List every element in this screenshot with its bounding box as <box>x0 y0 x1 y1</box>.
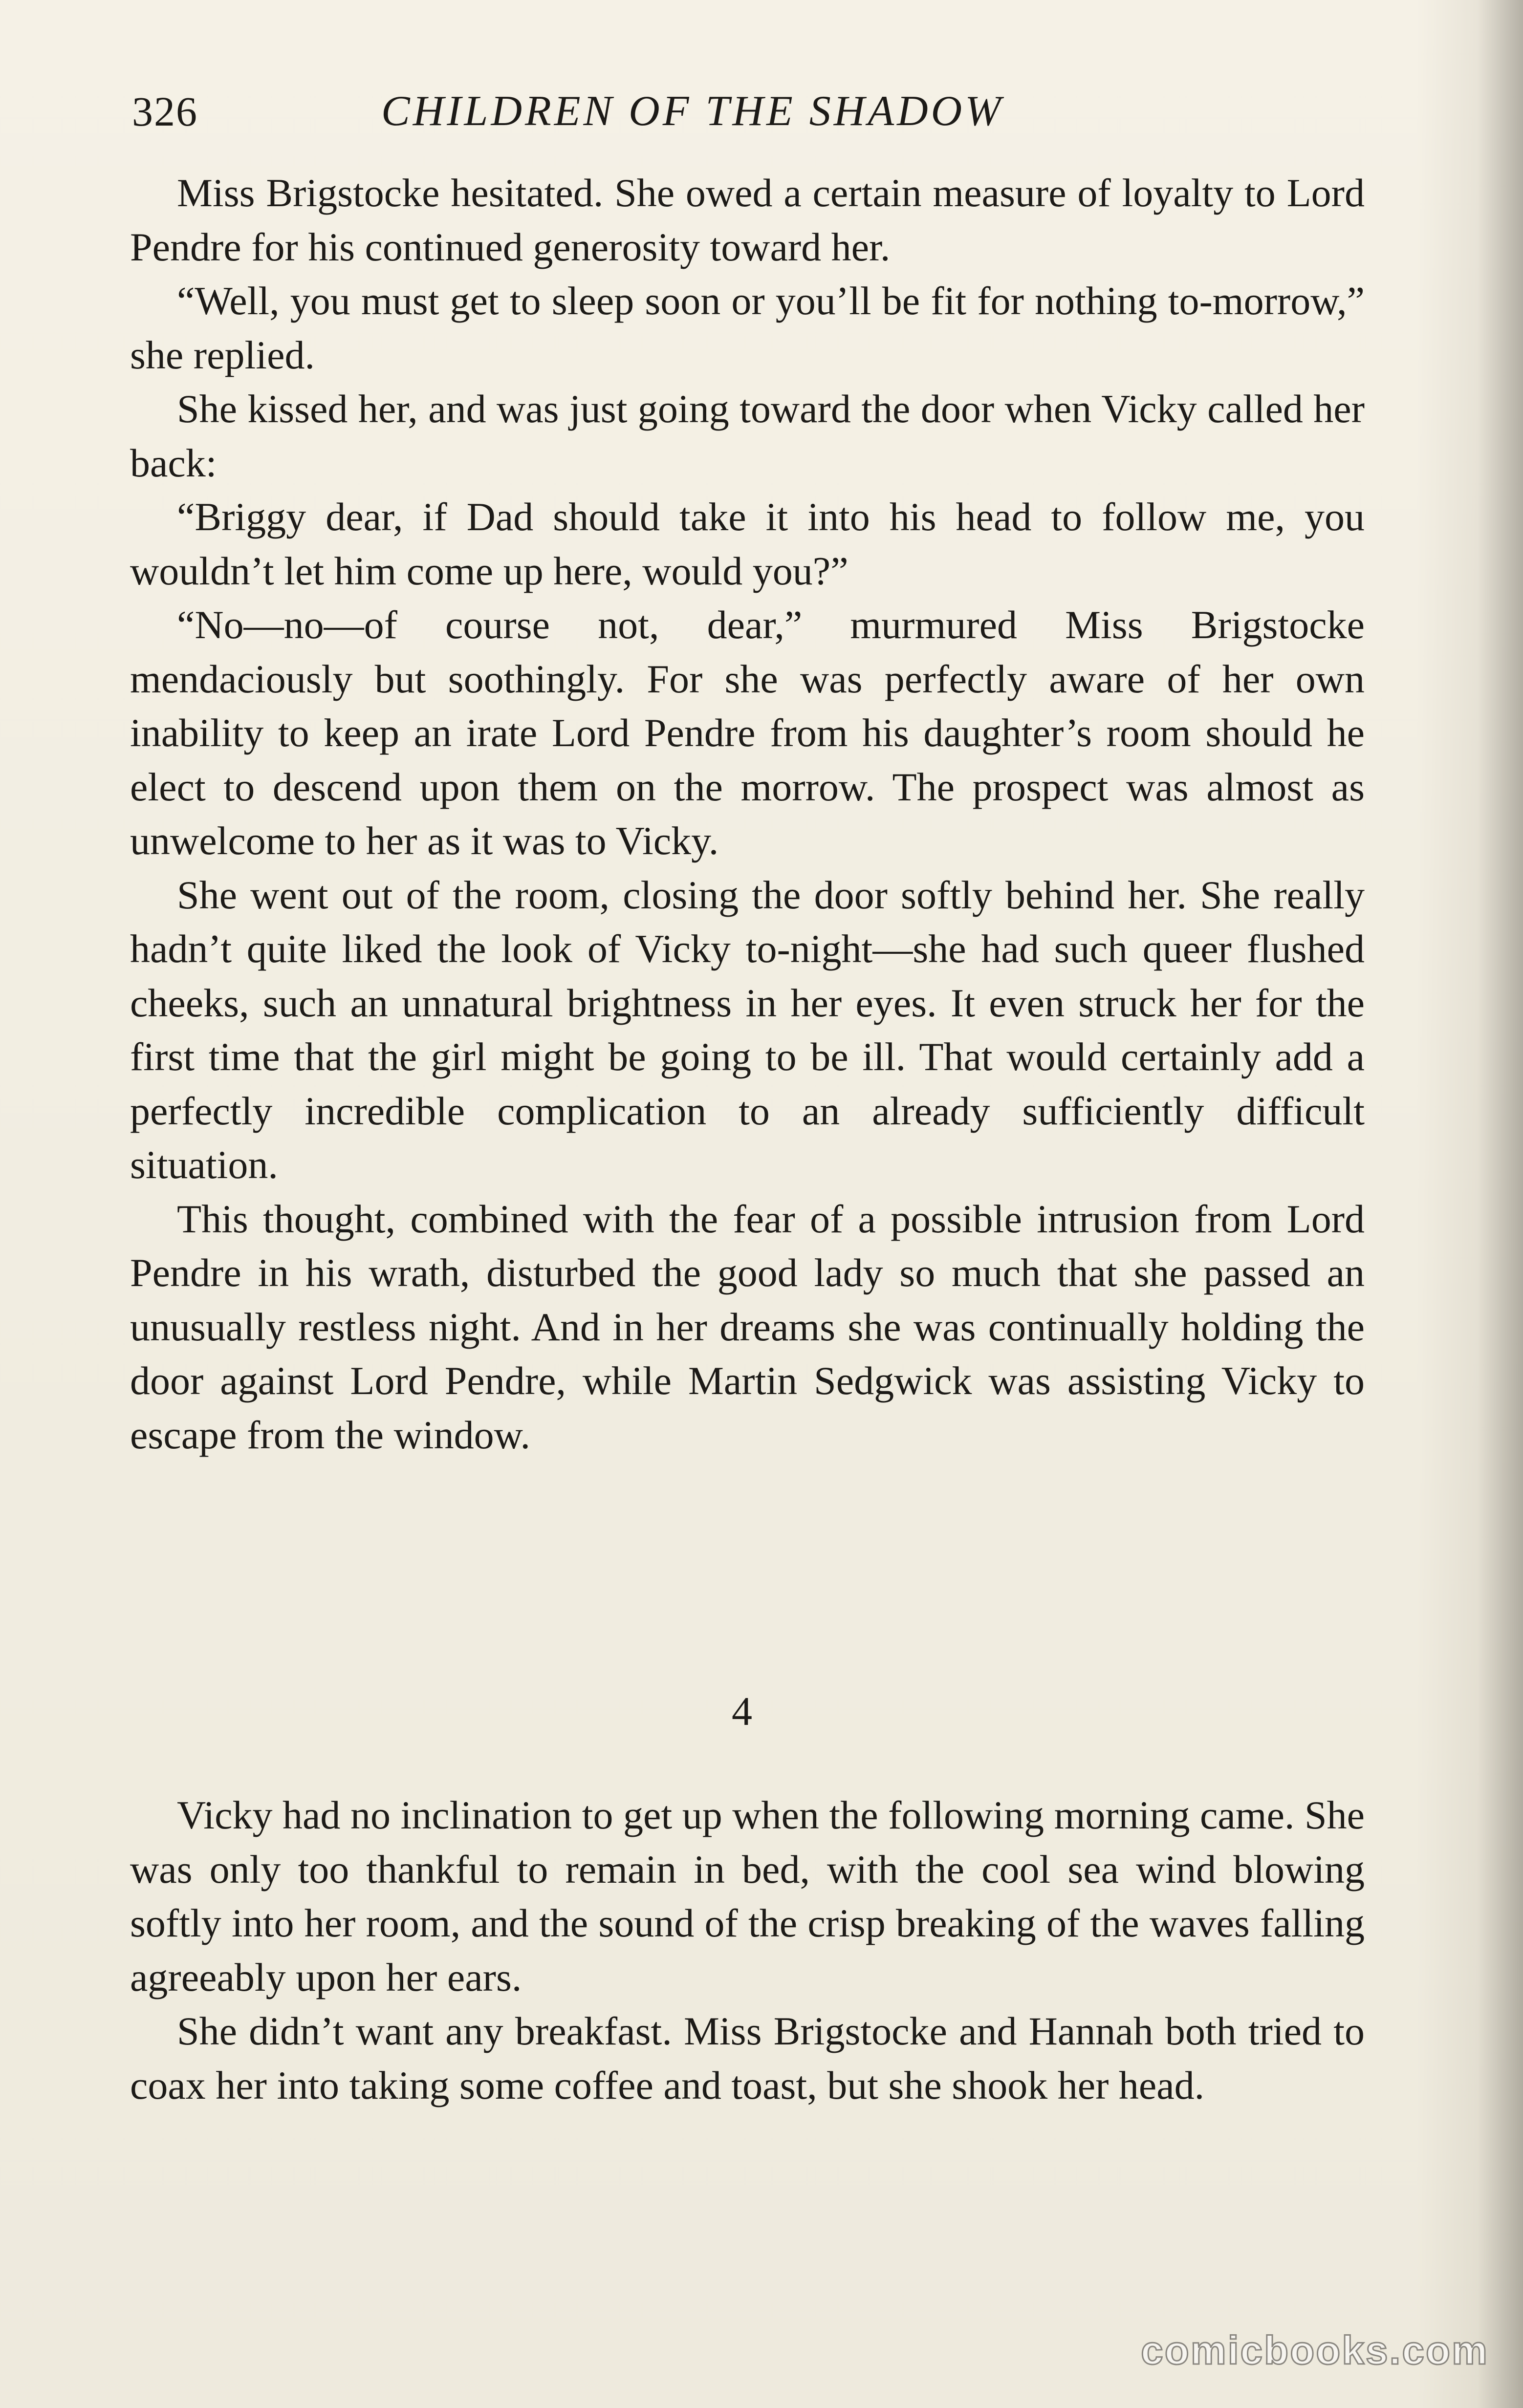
paragraph: “Briggy dear, if Dad should take it into his head to follow me, you wouldn’t let him come up here, would you?” <box>130 494 1365 593</box>
paragraph: This thought, combined with the fear of a possible intrusion from Lord Pendre in his wrath, disturbed the good lady so much that she passed an unusually restless night. And in her dreams she was continually holding the door against Lord Pendre, while Martin Sedgwick was assisting Vicky to escape from the window. <box>130 1196 1365 1457</box>
body-text-before-break <box>130 166 1365 1462</box>
paragraph: “Well, you must get to sleep soon or you’ll be fit for nothing to-morrow,” she replied. <box>130 279 1365 377</box>
paragraph: Vicky had no inclination to get up when the following morning came. She was only too thankful to remain in bed, with the cool sea wind blowing softly into her room, and the sound of the crisp breaking of the waves falling agreeably upon her ears. <box>130 1793 1365 2000</box>
page-number: 326 <box>132 88 198 135</box>
section-number: 4 <box>732 1689 752 1734</box>
paragraph: She went out of the room, closing the door softly behind her. She really hadn’t quite liked the look of Vicky to-night—she had such queer flushed cheeks, such an unnatural brightness in her eyes. It even struck her for the first time that the girl might be going to be ill. That would certainly add a perfectly incredible complication to an already sufficiently difficult situation. <box>130 872 1365 1187</box>
page-header <box>132 82 1364 141</box>
paragraph: She didn’t want any breakfast. Miss Brigstocke and Hannah both tried to coax her into taking some coffee and toast, but she shook her head. <box>130 2009 1365 2107</box>
paragraph: She kissed her, and was just going toward the door when Vicky called her back: <box>130 387 1365 485</box>
paragraph: “No—no—of course not, dear,” murmured Miss Brigstocke mendaciously but soothingly. For she was perfectly aware of her own inability to keep an irate Lord Pendre from his daughter’s room should he elect to descend upon them on the morrow. The prospect was almost as unwelcome to her as it was to Vicky. <box>130 602 1365 863</box>
running-title: CHILDREN OF THE SHADOW <box>381 87 1004 135</box>
body-text-after-break <box>130 1788 1365 2112</box>
watermark: comicbooks.com <box>1141 2328 1489 2373</box>
paragraph: Miss Brigstocke hesitated. She owed a certain measure of loyalty to Lord Pendre for his continued generosity toward her. <box>130 171 1365 269</box>
